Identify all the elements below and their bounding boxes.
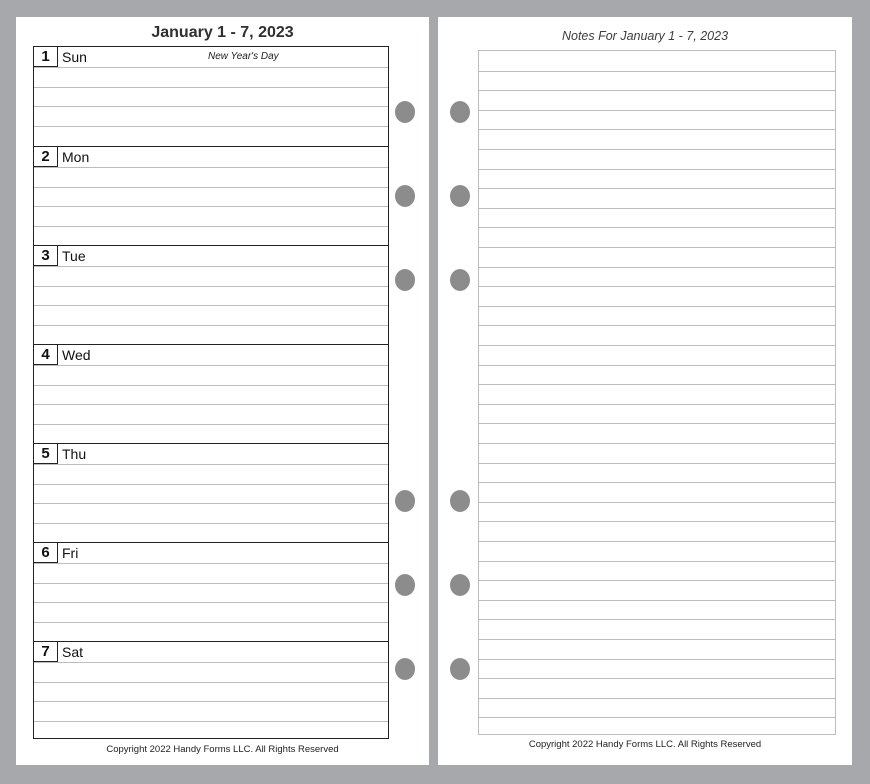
notes-line [479,580,835,581]
punch-hole-icon [395,658,415,680]
writing-line [34,662,388,663]
notes-line [479,384,835,385]
notes-line [479,639,835,640]
day-name: Thu [62,446,87,462]
writing-line [34,721,388,722]
writing-line [34,622,388,623]
day-name: Fri [62,545,79,561]
writing-line [34,365,388,366]
notes-line [479,110,835,111]
notes-line [479,365,835,366]
notes-line [479,325,835,326]
writing-line [34,424,388,425]
writing-line [34,187,388,188]
day-block [34,146,388,245]
writing-line [34,126,388,127]
writing-line [34,325,388,326]
writing-line [34,87,388,88]
notes-line [479,463,835,464]
writing-line [34,523,388,524]
notes-line [479,188,835,189]
notes-line [479,600,835,601]
day-name: Tue [62,248,86,264]
notes-line [479,286,835,287]
day-number: 7 [34,642,58,662]
writing-line [34,404,388,405]
writing-line [34,503,388,504]
notes-line [479,247,835,248]
writing-line [34,67,388,68]
punch-hole-icon [395,490,415,512]
day-name: Mon [62,149,90,165]
notes-line [479,208,835,209]
copyright-left: Copyright 2022 Handy Forms LLC. All Rights Reserved [106,744,339,755]
day-grid [33,46,389,739]
writing-line [34,682,388,683]
notes-line [479,561,835,562]
notes-line [479,306,835,307]
writing-line [34,385,388,386]
left-planner-page [16,17,429,765]
notes-grid [478,50,836,735]
writing-line [34,484,388,485]
punch-hole-icon [395,269,415,291]
notes-line [479,169,835,170]
writing-line [34,106,388,107]
day-block [34,344,388,443]
writing-line [34,226,388,227]
writing-line [34,305,388,306]
notes-line [479,443,835,444]
writing-line [34,583,388,584]
week-title: January 1 - 7, 2023 [151,24,294,41]
day-number: 4 [34,345,58,365]
writing-line [34,464,388,465]
notes-line [479,698,835,699]
day-number: 1 [34,47,58,67]
notes-line [479,619,835,620]
day-block [34,245,388,344]
day-name: Sun [62,49,87,65]
day-block [34,542,388,641]
notes-line [479,404,835,405]
day-name: Wed [62,347,91,363]
notes-title: Notes For January 1 - 7, 2023 [561,29,729,43]
day-number: 2 [34,147,58,167]
writing-line [34,266,388,267]
punch-hole-icon [450,101,470,123]
writing-line [34,286,388,287]
punch-hole-icon [395,101,415,123]
punch-hole-icon [450,269,470,291]
day-number: 3 [34,246,58,266]
day-block [34,443,388,542]
day-name: Sat [62,644,84,660]
notes-line [479,482,835,483]
punch-hole-icon [450,658,470,680]
notes-line [479,502,835,503]
notes-line [479,521,835,522]
notes-line [479,678,835,679]
punch-hole-icon [450,490,470,512]
punch-hole-icon [450,185,470,207]
notes-line [479,129,835,130]
notes-line [479,423,835,424]
writing-line [34,206,388,207]
notes-line [479,267,835,268]
day-block [34,47,388,146]
notes-line [479,149,835,150]
writing-line [34,167,388,168]
notes-line [479,71,835,72]
holiday-label: New Year's Day [208,51,279,62]
notes-line [479,345,835,346]
day-number: 6 [34,543,58,563]
writing-line [34,701,388,702]
punch-hole-icon [395,185,415,207]
right-notes-page [438,17,852,765]
writing-line [34,563,388,564]
writing-line [34,602,388,603]
punch-hole-icon [395,574,415,596]
notes-line [479,541,835,542]
notes-line [479,227,835,228]
notes-line [479,659,835,660]
copyright-right: Copyright 2022 Handy Forms LLC. All Rights Reserved [528,739,762,750]
notes-line [479,717,835,718]
punch-hole-icon [450,574,470,596]
day-block [34,641,388,740]
day-number: 5 [34,444,58,464]
notes-line [479,90,835,91]
